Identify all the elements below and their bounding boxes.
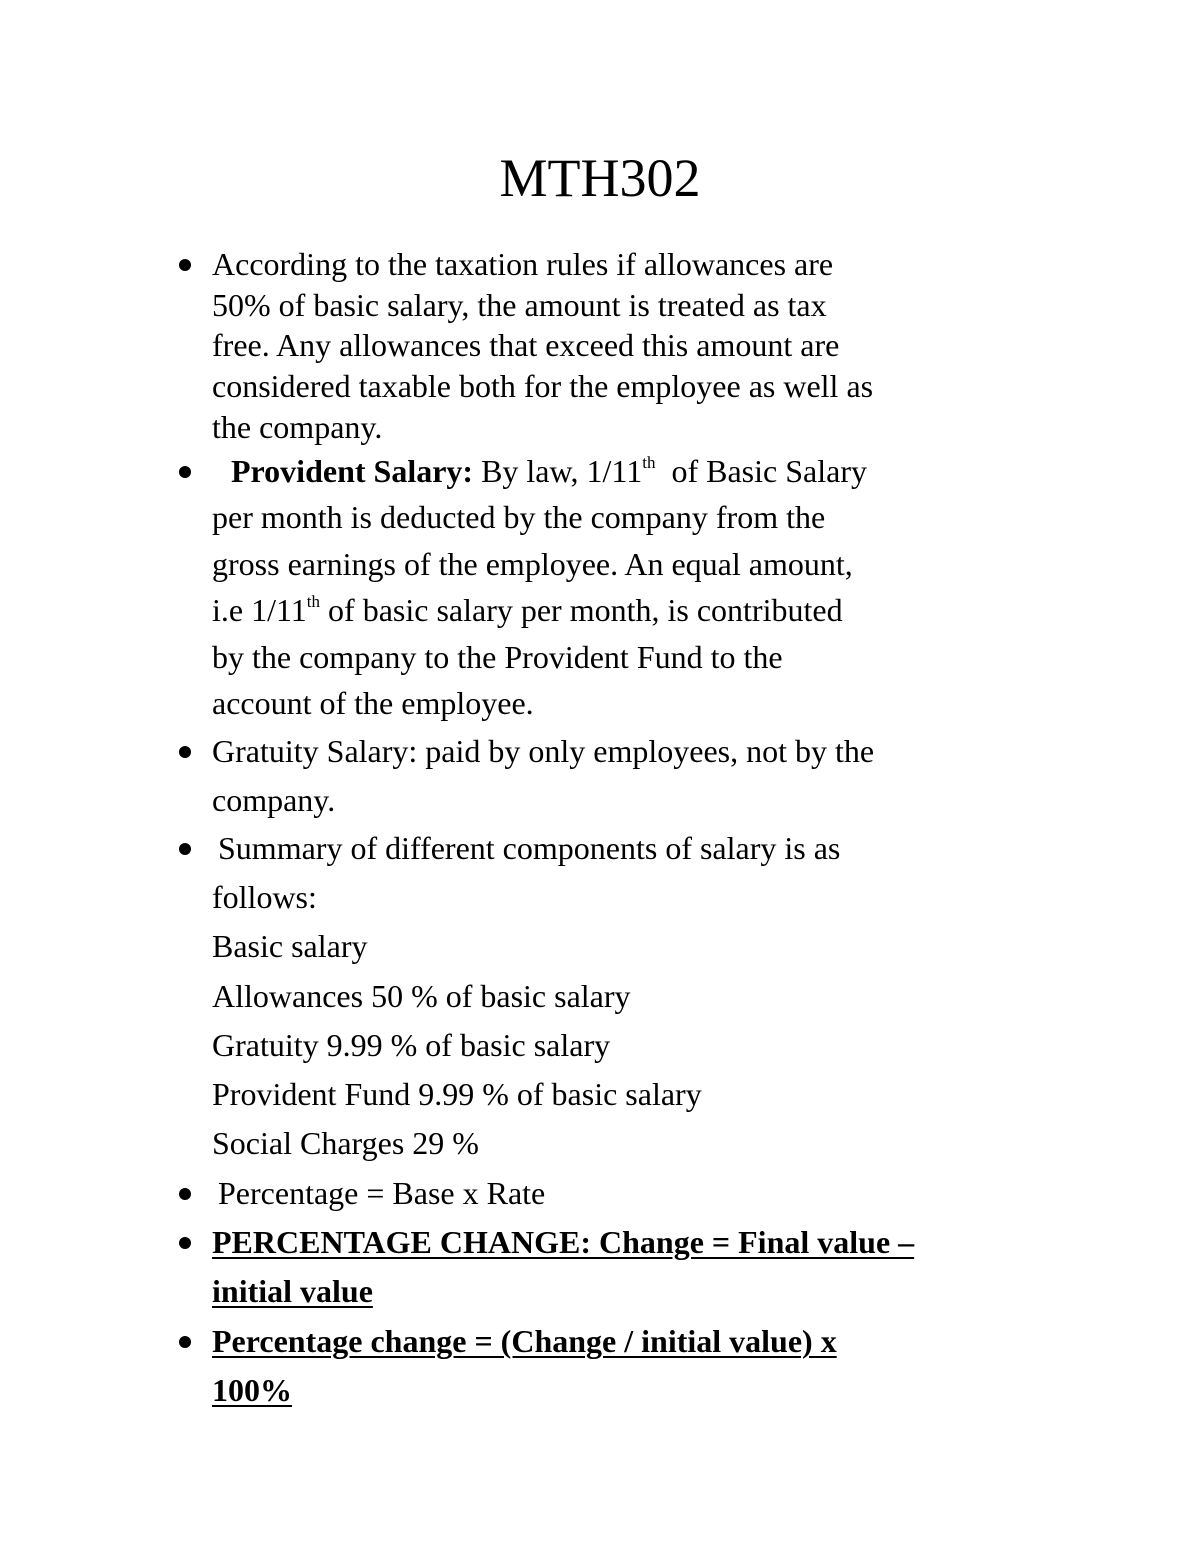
- list-item-allowances: [212, 244, 1072, 448]
- bullet-dot-icon: [179, 843, 191, 855]
- superscript: th: [306, 592, 321, 612]
- superscript: th: [642, 452, 656, 472]
- text-line: [212, 1366, 1072, 1416]
- bold-underlined-text: PERCENTAGE CHANGE: Change = Final value –: [212, 1223, 915, 1260]
- text-line: company.: [212, 781, 336, 818]
- text-line: Percentage = Base x Rate: [218, 1174, 546, 1211]
- text-line: [212, 1267, 1072, 1317]
- text-line: gross earnings of the employee. An equal amount,: [212, 545, 853, 582]
- text-line: Summary of different components of salary is as: [218, 830, 841, 867]
- text-line: Gratuity 9.99 % of basic salary: [212, 1026, 611, 1063]
- list-item-percentage-change-definition: [212, 1218, 1072, 1317]
- text-line: considered taxable both for the employee as well as: [212, 368, 874, 405]
- page-title: MTH302: [499, 148, 701, 208]
- bullet-dot-icon: [179, 1188, 191, 1200]
- list-item-provident-salary: [212, 448, 1072, 728]
- text-line: follows:: [212, 879, 317, 916]
- text-line: Social Charges 29 %: [212, 1125, 479, 1162]
- text-line: Provident Fund 9.99 % of basic salary: [212, 1076, 702, 1113]
- text-line: free. Any allowances that exceed this amount are: [212, 327, 840, 364]
- text-line: Gratuity Salary: paid by only employees, not by the: [212, 733, 875, 770]
- list-item-percentage-change-formula: [212, 1317, 1072, 1416]
- list-item-salary-summary: [212, 824, 1072, 1168]
- text-fragment: of basic salary per month, is contributed: [320, 592, 843, 629]
- text-line: [212, 587, 1072, 634]
- text-line: the company.: [212, 408, 383, 445]
- provident-salary-heading: Provident Salary:: [231, 452, 474, 489]
- text-fragment: of Basic Salary: [663, 452, 867, 489]
- bold-underlined-text: Percentage change = (Change / initial value) x: [212, 1322, 837, 1359]
- bullet-dot-icon: [179, 466, 191, 478]
- text-line: According to the taxation rules if allowances are: [212, 246, 834, 282]
- bullet-dot-icon: [179, 1237, 191, 1249]
- text-line: per month is deducted by the company from the: [212, 499, 826, 536]
- text-line: Basic salary: [212, 928, 368, 965]
- bullet-dot-icon: [179, 746, 191, 758]
- text-line: [212, 448, 1072, 495]
- text-line: account of the employee.: [212, 685, 534, 722]
- text-line: Allowances 50 % of basic salary: [212, 977, 631, 1014]
- text-fragment: i.e 1/11: [212, 592, 307, 629]
- text-fragment: By law, 1/11: [481, 452, 643, 489]
- bold-underlined-text: initial value: [212, 1273, 373, 1309]
- bold-underlined-text: 100%: [212, 1372, 292, 1408]
- text-line: [212, 1218, 1072, 1268]
- notes-bullet-list: [212, 244, 1072, 1416]
- list-item-gratuity-salary: [212, 727, 1072, 824]
- bullet-dot-icon: [179, 1336, 191, 1348]
- list-item-percentage-formula: [212, 1169, 1072, 1218]
- text-line: [212, 1317, 1072, 1367]
- bullet-dot-icon: [179, 259, 191, 271]
- text-line: by the company to the Provident Fund to the: [212, 638, 783, 675]
- text-line: 50% of basic salary, the amount is treated as tax: [212, 286, 827, 323]
